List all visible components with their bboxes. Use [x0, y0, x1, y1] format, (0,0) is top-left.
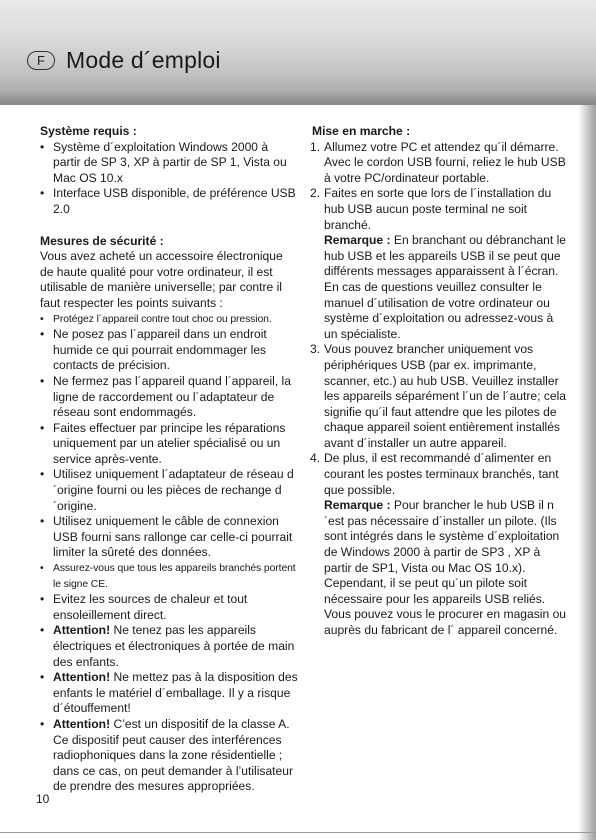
- remark: [324, 233, 568, 342]
- step-number: 3.: [310, 342, 321, 357]
- step-number: 4.: [310, 451, 321, 466]
- page-header: [0, 0, 596, 105]
- list-item: • Ne posez pas l´appareil dans un endroit humide ce qui pourrait endommager les contacts de précision.: [40, 327, 298, 374]
- list-item: • Ne fermez pas l´appareil quand l´appareil, la ligne de raccordement ou l´adaptateur de réseau sont endommagés.: [40, 374, 298, 421]
- remark: [324, 498, 568, 638]
- list-item: • Utilisez uniquement le câble de connexion USB fourni sans rallonge car celle-ci pourrait limiter la sûreté des données.: [40, 514, 298, 561]
- step-4: [312, 451, 568, 638]
- language-badge: F: [27, 51, 55, 70]
- bottom-rule: [0, 832, 596, 833]
- title-row: [27, 47, 221, 74]
- attention-label: Attention!: [53, 670, 111, 685]
- list-item: • Faites effectuer par principe les réparations uniquement par un atelier spécialisé ou un service après-vente.: [40, 421, 298, 468]
- attention-label: Attention!: [53, 623, 111, 638]
- remark-label: Remarque :: [324, 233, 391, 248]
- remark-label: Remarque :: [324, 498, 391, 513]
- page-title: Mode d´emploi: [66, 47, 221, 73]
- list-item: • Système d´exploitation Windows 2000 à partir de SP 3, XP à partir de SP 1, Vista ou Mac OS 10.x: [40, 140, 298, 187]
- attention-label: Attention!: [53, 716, 111, 731]
- list-item: • Utilisez uniquement l´adaptateur de réseau d´origine fourni ou les pièces de rechange d´origine.: [40, 467, 298, 514]
- step-number: 1.: [310, 139, 321, 154]
- list-item: [40, 717, 298, 795]
- step-number: 2.: [310, 186, 321, 201]
- list-item: [40, 670, 298, 717]
- step-text: De plus, il est recommandé d´alimenter en courant les postes terminaux branchés, tant que possible.: [324, 451, 559, 497]
- list-item: • Evitez les sources de chaleur et tout ensoleillement direct.: [40, 592, 298, 623]
- step-1: [312, 140, 568, 187]
- list-item: • Assurez-vous que tous les appareils branchés portent le signe CE.: [40, 561, 298, 592]
- step-2: [312, 186, 568, 342]
- edge-shadow: [578, 105, 596, 840]
- right-column: [312, 124, 568, 639]
- page-number: 10: [36, 792, 50, 806]
- safety-heading: Mesures de sécurité :: [40, 233, 164, 248]
- attention-text: Ne mettez pas à la disposition des enfants le matériel d´emballage. Il y a risque d´étouffement!: [53, 670, 298, 716]
- list-item: • Protégez l´appareil contre tout choc ou pression.: [40, 312, 298, 328]
- step-text: Allumez votre PC et attendez qu´il démarre. Avec le cordon USB fourni, reliez le hub USB à votre PC/ordinateur portable.: [324, 139, 566, 185]
- list-item: [40, 623, 298, 670]
- startup-heading: Mise en marche :: [312, 124, 411, 138]
- attention-text: C’est un dispositif de la classe A. Ce dispositif peut causer des interférences radiophoniques dans la zone résidentielle ; dans ce cas, on peut demander à l’utilisateur de prendre des mesures appropriées.: [53, 716, 294, 794]
- left-column: [40, 124, 298, 795]
- attention-text: Ne tenez pas les appareils électriques et électroniques à portée de main des enfants.: [53, 623, 295, 669]
- step-3: [312, 342, 568, 451]
- step-text: Faites en sorte que lors de l´installation du hub USB aucun poste terminal ne soit branché.: [324, 186, 552, 232]
- remark-text: En branchant ou débranchant le hub USB et les appareils USB il se peut que différents messages apparaissent à l´écran. En cas de questions veuillez consulter le manuel d´utilisation de votre ordinateur ou système d´exploitation ou adressez-vous à un spécialiste.: [324, 233, 567, 341]
- system-requirements-heading: Système requis :: [40, 124, 137, 138]
- remark-text: Pour brancher le hub USB il n´est pas nécessaire d´installer un pilote. (Ils sont intégrés dans le système d´exploitation de Windows 2000 à partir de SP3 , XP à partir de SP1, Vista ou Mac OS 10.x). Cependant, il se peut qu´un pilote soit nécessaire pour les appareils USB reliés. Vous pouvez vous le procurer en magasin ou auprès du fabricant de l´ appareil concerné.: [324, 498, 567, 637]
- safety-intro: Vous avez acheté un accessoire électronique de haute qualité pour votre ordinateur, il est utilisable de manière universelle; par contre il faut respecter les points suivants :: [40, 249, 283, 310]
- list-item: • Interface USB disponible, de préférence USB 2.0: [40, 186, 298, 217]
- step-text: Vous pouvez brancher uniquement vos périphériques USB (par ex. imprimante, scanner, etc.) au hub USB. Veuillez installer les appareils séparément l´un de l´autre; cela signifie qu´il faut attendre que les pilotes de chaque appareil soient entièrement installés avant d´installer un autre appareil.: [324, 342, 567, 450]
